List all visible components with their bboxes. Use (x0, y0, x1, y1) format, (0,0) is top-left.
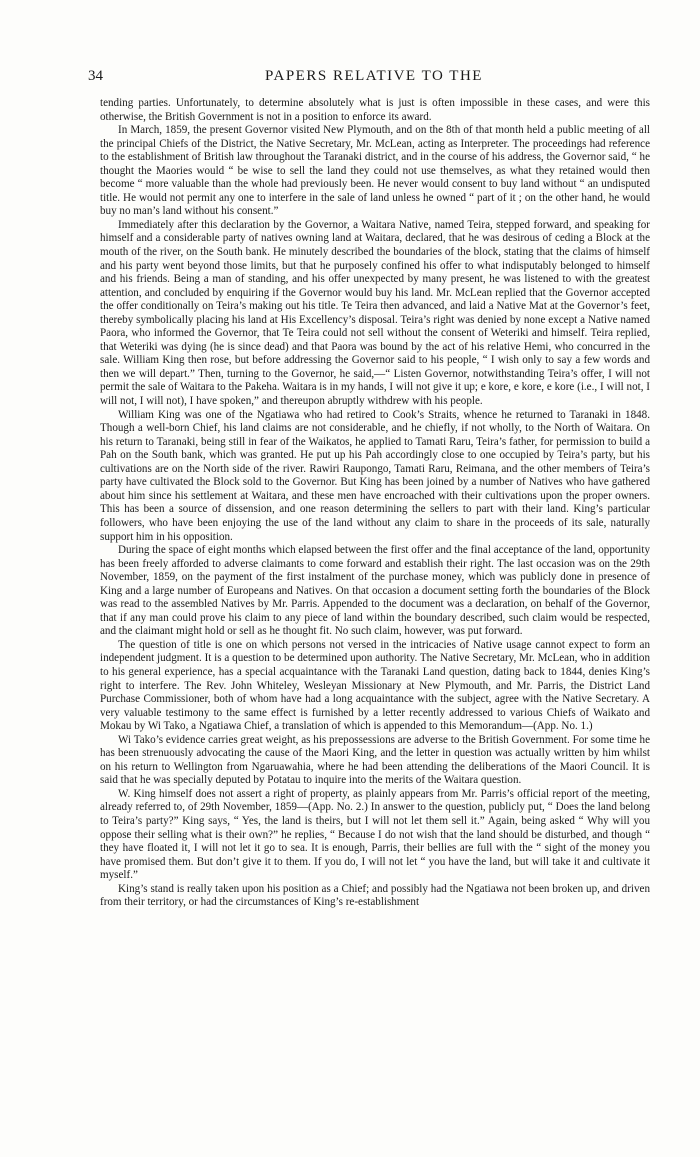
paragraph: W. King himself does not assert a right of property, as plainly appears from Mr. Parris’s official report of the meeting, already referred to, of 29th November, 1859—(App. No. 2.) In answer to the question, publicly put, “ Does the land belong to Teira’s party?” King says, “ Yes, the land is theirs, but I will not let them sell it.” Again, being asked “ Why will you oppose their selling what is their own?” he replies, “ Because I do not wish that the land should be disturbed, and though “ they have floated it, I will not let it go to sea. It is enough, Parris, their bellies are full with the “ sight of the money you have promised them. But don’t give it to them. If you do, I will not let “ you have the land, but will take it and cultivate it myself.” (100, 787, 650, 882)
paragraph: In March, 1859, the present Governor visited New Plymouth, and on the 8th of that month held a public meeting of all the principal Chiefs of the District, the Native Secretary, Mr. McLean, acting as Interpreter. The proceedings had reference to the establishment of British law throughout the Taranaki district, and in the course of his address, the Governor said, “ he thought the Maories would “ be wise to sell the land they could not use themselves, as what they retained would then become “ more valuable than the whole had previously been. He never would consent to buy land without “ an undisputed title. He would not permit any one to interfere in the sale of land unless he owned “ part of it ; on the other hand, he would buy no man’s land without his consent.” (100, 124, 650, 218)
paragraph: Immediately after this declaration by the Governor, a Waitara Native, named Teira, stepped forward, and speaking for himself and a considerable party of natives owning land at Waitara, declared, that he was desirous of ceding a Block at the mouth of the river, on the South bank. He minutely described the boundaries of the block, stating that the claims of himself and his party went beyond those limits, but that he purposely confined his offer to what indisputably belonged to himself and his friends. Being a man of standing, and his offer unexpected by many present, he was listened to with the greatest attention, and concluded by enquiring if the Governor would buy his land. Mr. McLean replied that the Governor accepted the offer conditionally on Teira’s making out his title. Te Teira then advanced, and laid a Native Mat at the Governor’s feet, thereby symbolically placing his land at His Excellency’s disposal. Teira’s right was denied by none except a Native named Paora, who informed the Governor, that Te Teira could not sell without the consent of Weteriki and himself. Teira replied, that Weteriki was dying (he is since dead) and that Paora was bound by the act of his relative Hemi, who concurred in the sale. William King then rose, but before addressing the Governor said to his people, “ I wish only to say a few words and then we will depart.” Then, turning to the Governor, he said,—“ Listen Governor, notwithstanding Teira’s offer, I will not permit the sale of Waitara to the Pakeha. Waitara is in my hands, I will not give it up; e kore, e kore, e kore (i.e., I will not, I will not, I will not), I have spoken,” and thereupon abruptly withdrew with his people. (100, 218, 650, 408)
paragraph: King’s stand is really taken upon his position as a Chief; and possibly had the Ngatiawa not been broken up, and driven from their territory, or had the circumstances of King’s re-establishment (100, 882, 650, 909)
paragraph: During the space of eight months which elapsed between the first offer and the final acceptance of the land, opportunity has been freely afforded to adverse claimants to come forward and establish their right. The last occasion was on the 29th November, 1859, on the payment of the first instalment of the purchase money, which was publicly done in presence of King and a large number of Europeans and Natives. On that occasion a document setting forth the boundaries of the Block was read to the assembled Natives by Mr. Parris. Appended to the document was a declaration, on behalf of the Governor, that if any man could prove his claim to any piece of land within the boundary described, such claim would be respected, and the claimant might hold or sell as he thought fit. No such claim, however, was put forward. (100, 544, 650, 638)
page-number: 34 (88, 68, 103, 84)
paragraph: William King was one of the Ngatiawa who had retired to Cook’s Straits, whence he returned to Taranaki in 1848. Though a well-born Chief, his land claims are not considerable, and he chiefly, if not wholly, to the North of Waitara. On his return to Taranaki, being still in fear of the Waikatos, he applied to Tamati Raru, Teira’s father, for permission to build a Pah on the South bank, which was granted. He put up his Pah accordingly close to one occupied by Teira’s party, but his cultivations are on the North side of the river. Rawiri Raupongo, Tamati Raru, Reimana, and the other members of Teira’s party have cultivated the Block sold to the Governor. But King has been joined by a number of Natives who have gathered about him since his settlement at Waitara, and these men have encroached with their cultivations upon the proper owners. This has been a source of dissension, and one reason determining the sellers to part with their land. King’s particular followers, who have been enjoying the use of the land without any claim to share in the proceeds of its sale, naturally support him in his opposition. (100, 408, 650, 543)
page-header (88, 68, 660, 88)
running-title: PAPERS RELATIVE TO THE (265, 68, 483, 84)
paragraph: The question of title is one on which persons not versed in the intricacies of Native usage cannot expect to form an independent judgment. It is a question to be determined upon authority. The Native Secretary, Mr. McLean, who in addition to his general experience, has a special acquaintance with the Taranaki Land question, dating back to 1844, denies King’s right to interfere. The Rev. John Whiteley, Wesleyan Missionary at New Plymouth, and Mr. Parris, the District Land Purchase Commissioner, both of whom have had a long acquaintance with the subject, agree with the Native Secretary. A very valuable testimony to the same effect is furnished by a letter recently addressed to various Chiefs of Waikato and Mokau by Wi Tako, a Ngatiawa Chief, a translation of which is appended to this Memorandum—(App. No. 1.) (100, 638, 650, 733)
paragraph: tending parties. Unfortunately, to determine absolutely what is just is often impossible in these cases, and were this otherwise, the British Government is not in a position to enforce its award. (100, 97, 650, 123)
paragraph: Wi Tako’s evidence carries great weight, as his prepossessions are adverse to the British Government. For some time he has been strenuously advocating the cause of the Maori King, and the letter in question was actually written by him whilst on his return to Wellington from Ngaruawahia, where he had been attending the deliberations of the Maori Council. It is said that he was specially deputed by Potatau to inquire into the merits of the Waitara question. (100, 733, 650, 787)
page-body (100, 97, 650, 910)
